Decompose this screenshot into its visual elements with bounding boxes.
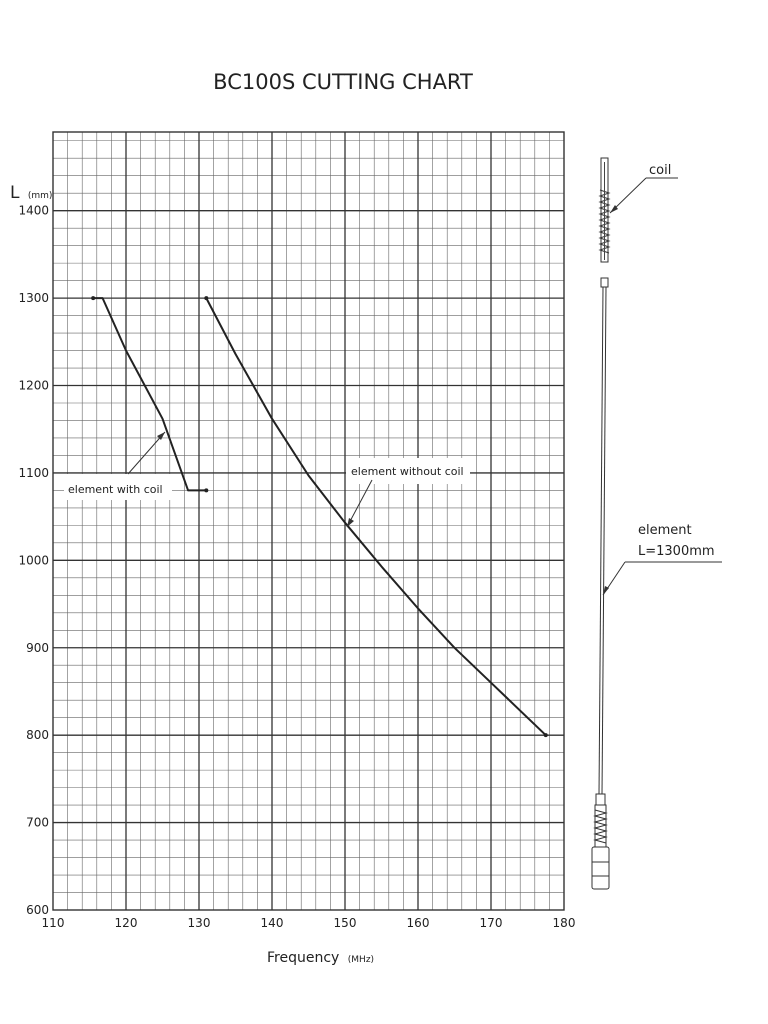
y-tick-label: 1100 (18, 465, 49, 480)
x-tick-label: 160 (406, 916, 430, 930)
x-tick-label: 180 (552, 916, 576, 930)
y-tick-label: 1400 (18, 203, 49, 218)
base-mount (592, 847, 609, 889)
minor-grid (53, 132, 564, 910)
x-tick-label: 110 (41, 916, 65, 930)
y-axis-label (10, 183, 52, 203)
y-axis-unit: (mm) (27, 191, 53, 201)
x-tick-label: 120 (114, 916, 138, 930)
x-axis-title: Frequency (267, 950, 340, 966)
x-tick-label: 140 (260, 916, 284, 930)
series-label-without-coil: element without coil (351, 465, 464, 478)
series-endpoint (544, 733, 548, 737)
y-axis-letter: L (10, 183, 20, 203)
series-line-with-coil (93, 298, 206, 490)
x-tick-label: 130 (187, 916, 211, 930)
x-tick-label: 150 (333, 916, 357, 930)
antenna-diagram (592, 158, 722, 889)
base-connector (596, 794, 605, 805)
element-length-label: L=1300mm (638, 544, 715, 559)
tick-labels (18, 204, 575, 930)
series-endpoint (91, 296, 95, 300)
callout-element-without-coil (346, 458, 470, 527)
coil-label: coil (649, 163, 672, 178)
y-tick-label: 900 (26, 640, 49, 655)
plot-frame (53, 132, 564, 910)
y-tick-label: 1300 (18, 291, 49, 306)
x-axis-label (267, 950, 374, 966)
coil-joint (601, 278, 608, 287)
plot-area (18, 132, 575, 930)
x-axis-unit: (MHz) (347, 955, 375, 965)
series-endpoint (204, 488, 208, 492)
major-grid (53, 132, 564, 910)
y-tick-label: 600 (26, 903, 49, 917)
y-tick-label: 800 (26, 728, 49, 743)
y-tick-label: 1200 (18, 378, 49, 393)
series-label-with-coil: element with coil (68, 483, 163, 496)
callout-arrow-with-coil (157, 432, 165, 440)
callout-element-with-coil (64, 432, 172, 500)
x-tick-label: 170 (479, 916, 503, 930)
series-layer (91, 296, 548, 737)
y-tick-label: 1000 (18, 553, 49, 568)
chart-title: BC100S CUTTING CHART (213, 70, 473, 94)
series-endpoint (204, 296, 208, 300)
y-tick-label: 700 (26, 815, 49, 830)
element-label: element (638, 523, 692, 538)
